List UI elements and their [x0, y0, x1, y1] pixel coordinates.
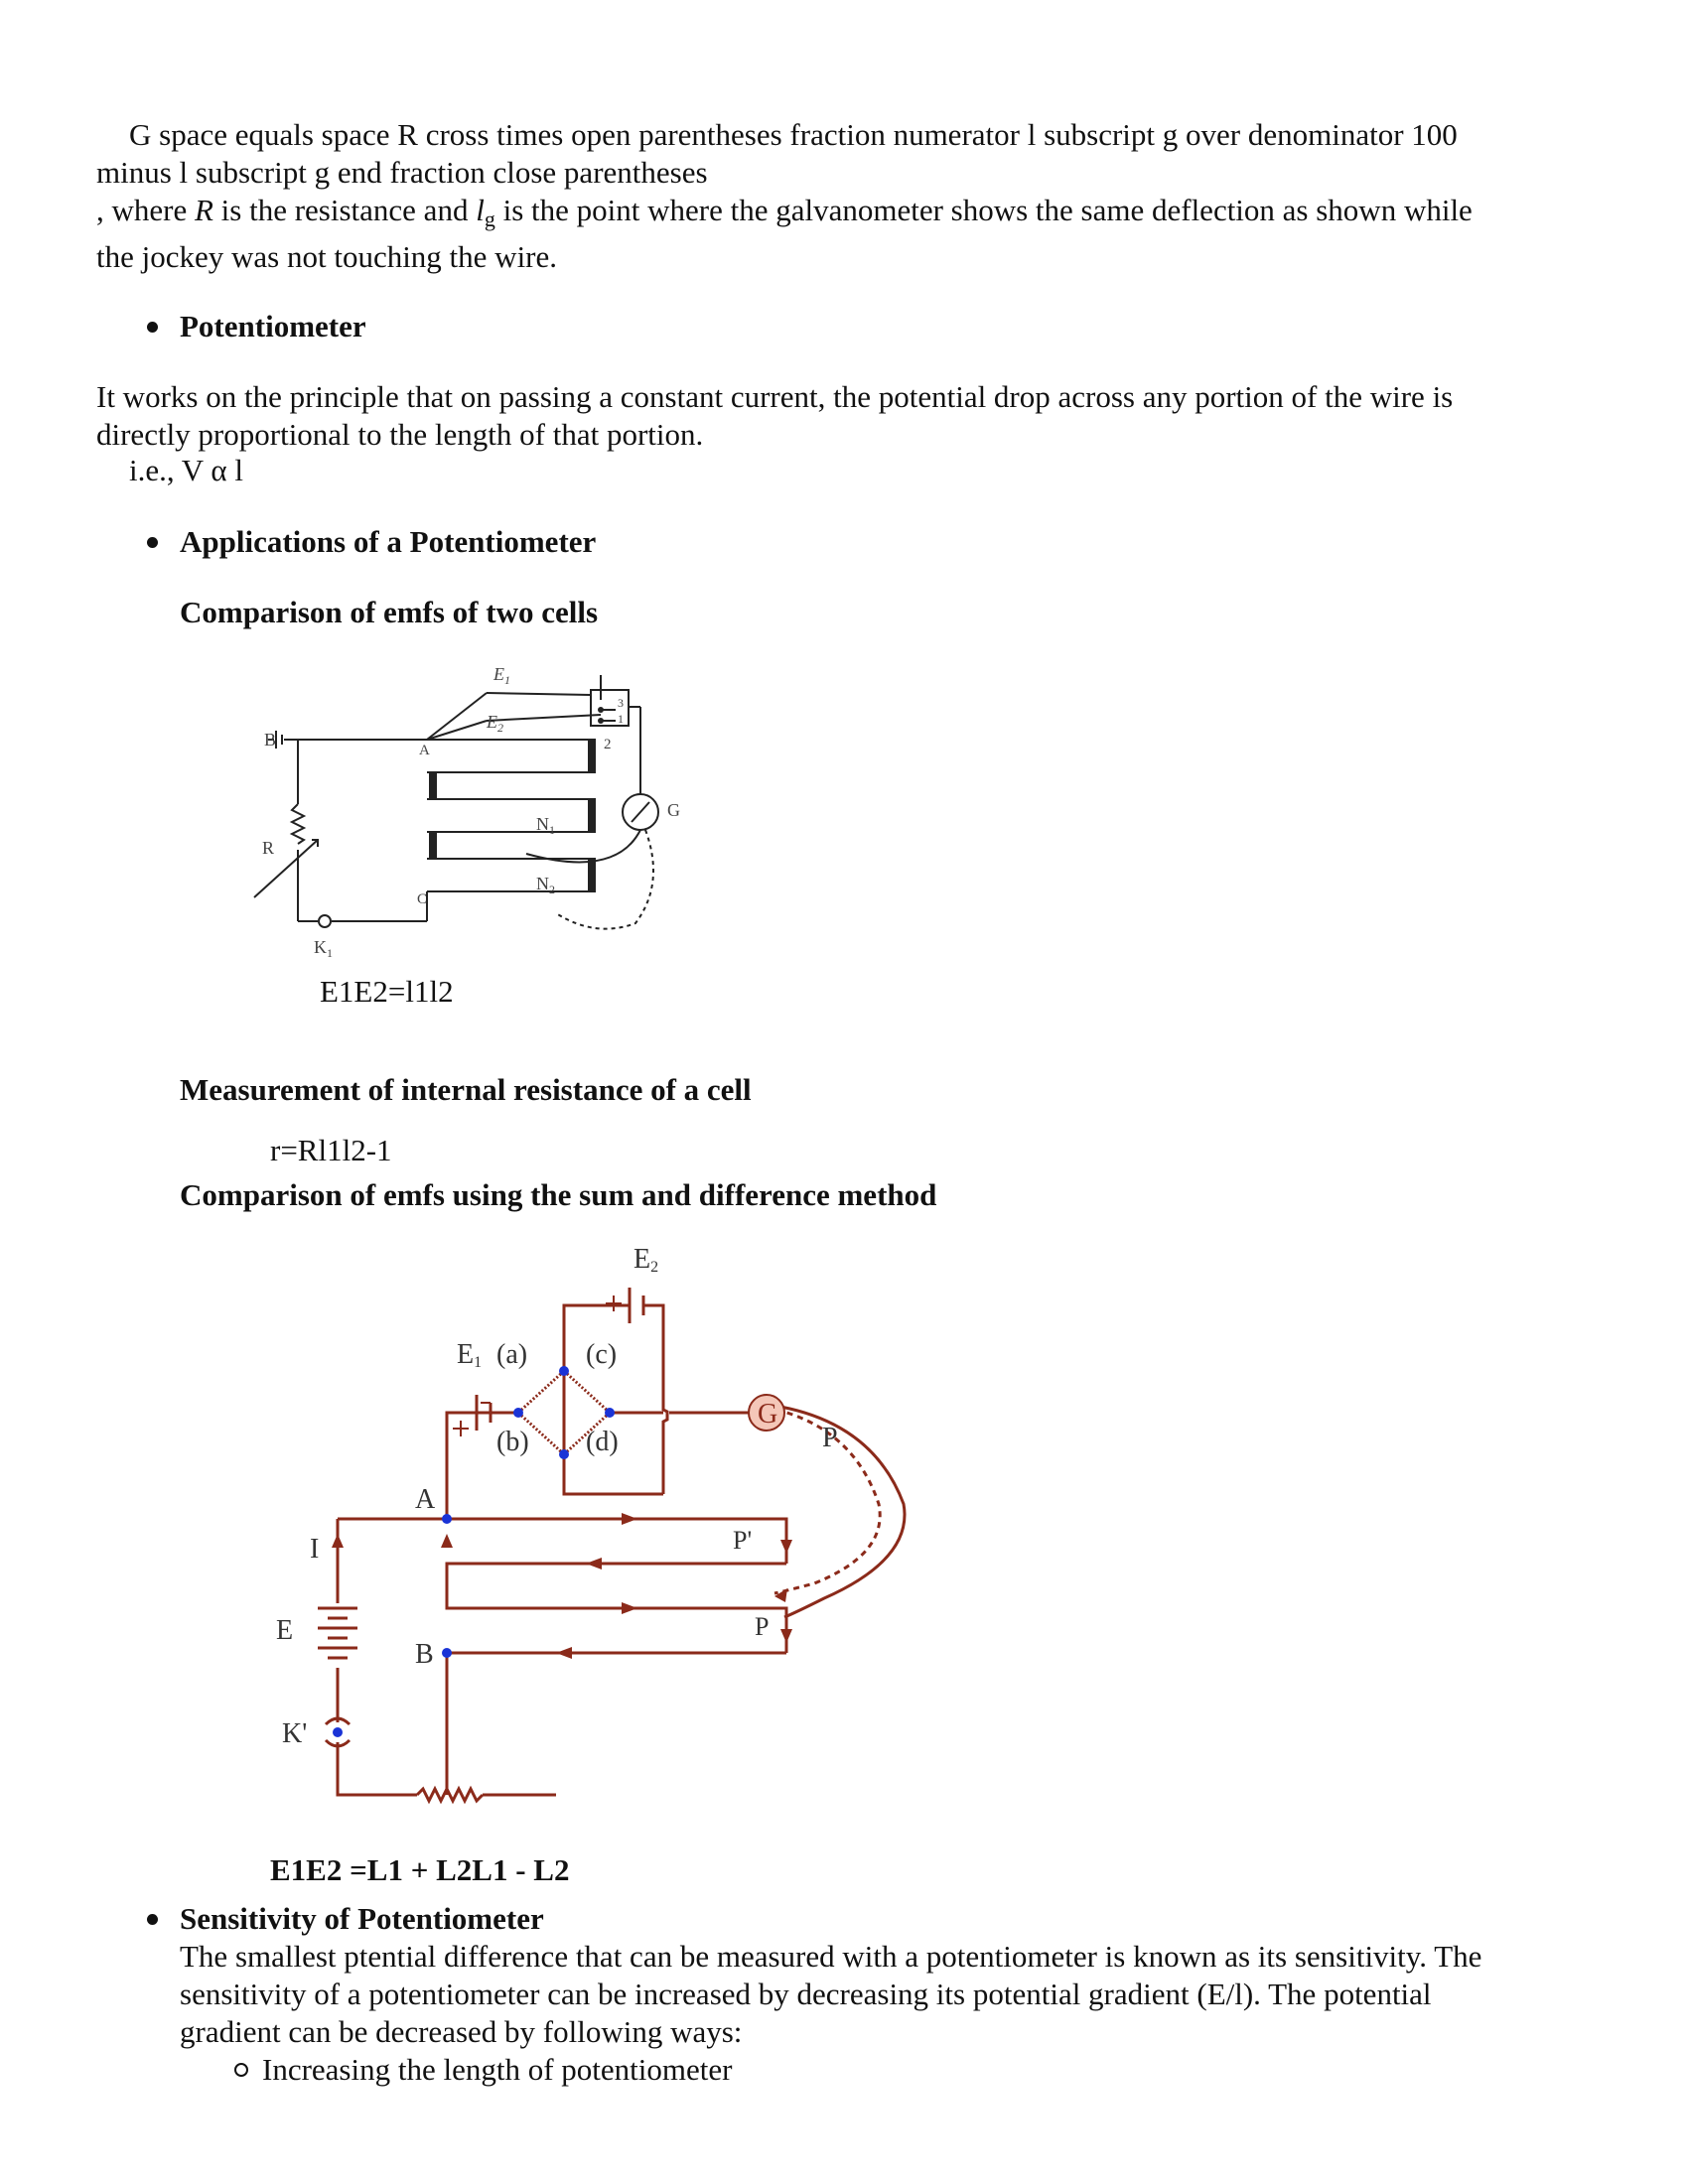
- internal-resistance-heading: Measurement of internal resistance of a cell: [180, 1072, 752, 1107]
- jockey-p-label: P: [822, 1423, 838, 1453]
- node-d-label: (d): [586, 1427, 619, 1457]
- sensitivity-heading: Sensitivity of Potentiometer: [180, 1901, 544, 1936]
- k1-label: $K_1$: [314, 937, 333, 960]
- key-k-prime-label: K': [282, 1718, 308, 1749]
- e1-label: $E_1$: [493, 664, 510, 687]
- galvanometer-label: G: [758, 1399, 778, 1430]
- a-label: A: [419, 743, 430, 758]
- relation-text: i.e., V α l: [129, 453, 243, 487]
- bullet: [147, 537, 158, 548]
- bullet: [147, 1914, 158, 1925]
- n1-label: $N_1$: [536, 814, 555, 837]
- bullet: [147, 322, 158, 333]
- node-c-label: (c): [586, 1339, 618, 1370]
- applications-heading: Applications of a Potentiometer: [180, 524, 597, 559]
- switch-terminal-2: 2: [604, 737, 612, 752]
- internal-resistance-formula: r=Rl1l2-1: [270, 1133, 392, 1167]
- c-label: C: [417, 891, 428, 907]
- potentiometer-heading: Potentiometer: [180, 309, 366, 343]
- e1-label: E1: [457, 1339, 483, 1371]
- b-label: B: [264, 730, 277, 750]
- principle-line2: directly proportional to the length of that portion.: [96, 417, 704, 452]
- intro-line3: , where R is the resistance and $l_g$ is the point where the galvanometer shows the same deflection as shown while: [96, 193, 1473, 231]
- principle-line1: It works on the principle that on passing a constant current, the potential drop across any portion of the wire is: [96, 379, 1454, 414]
- sensitivity-line2: sensitivity of a potentiometer can be increased by decreasing its potential gradient (E/l). The potential: [180, 1977, 1432, 2011]
- sensitivity-item1: Increasing the length of potentiometer: [262, 2052, 733, 2087]
- e2-label: E2: [633, 1244, 659, 1276]
- e2-label: $E_2$: [487, 712, 503, 735]
- current-i-label: I: [310, 1534, 320, 1565]
- node-b-label: (b): [496, 1427, 529, 1457]
- switch-terminal-1: 1: [618, 712, 624, 726]
- circle-bullet: [234, 2063, 248, 2077]
- intro-line4: the jockey was not touching the wire.: [96, 239, 558, 274]
- sum-difference-formula: E1E2 =L1 + L2L1 - L2: [270, 1852, 570, 1887]
- point-p-prime-label: P': [733, 1526, 753, 1555]
- n2-label: $N_2$: [536, 874, 555, 896]
- sum-difference-diagram: [258, 1216, 933, 1832]
- sum-difference-heading: Comparison of emfs using the sum and difference method: [180, 1177, 937, 1212]
- g-label: G: [667, 800, 680, 820]
- comparison-heading: Comparison of emfs of two cells: [180, 595, 599, 629]
- sensitivity-line1: The smallest ptential difference that can be measured with a potentiometer is known as its sensitivity. The: [180, 1939, 1482, 1974]
- battery-e-label: E: [276, 1615, 294, 1646]
- point-p-label: P: [755, 1612, 770, 1641]
- emf-comparison-diagram: [238, 655, 705, 963]
- sensitivity-line3: gradient can be decreased by following ways:: [180, 2014, 743, 2049]
- r-label: R: [262, 838, 275, 858]
- point-a-label: A: [415, 1484, 436, 1515]
- comparison-formula: E1E2=l1l2: [320, 974, 454, 1009]
- equation-text-line1: G space equals space R cross times open parentheses fraction numerator l subscript g over denominator 100: [129, 117, 1458, 152]
- switch-terminal-3: 3: [618, 696, 624, 710]
- equation-text-line2: minus l subscript g end fraction close parentheses: [96, 155, 708, 190]
- node-a-label: (a): [496, 1339, 528, 1370]
- point-b-label: B: [415, 1639, 434, 1670]
